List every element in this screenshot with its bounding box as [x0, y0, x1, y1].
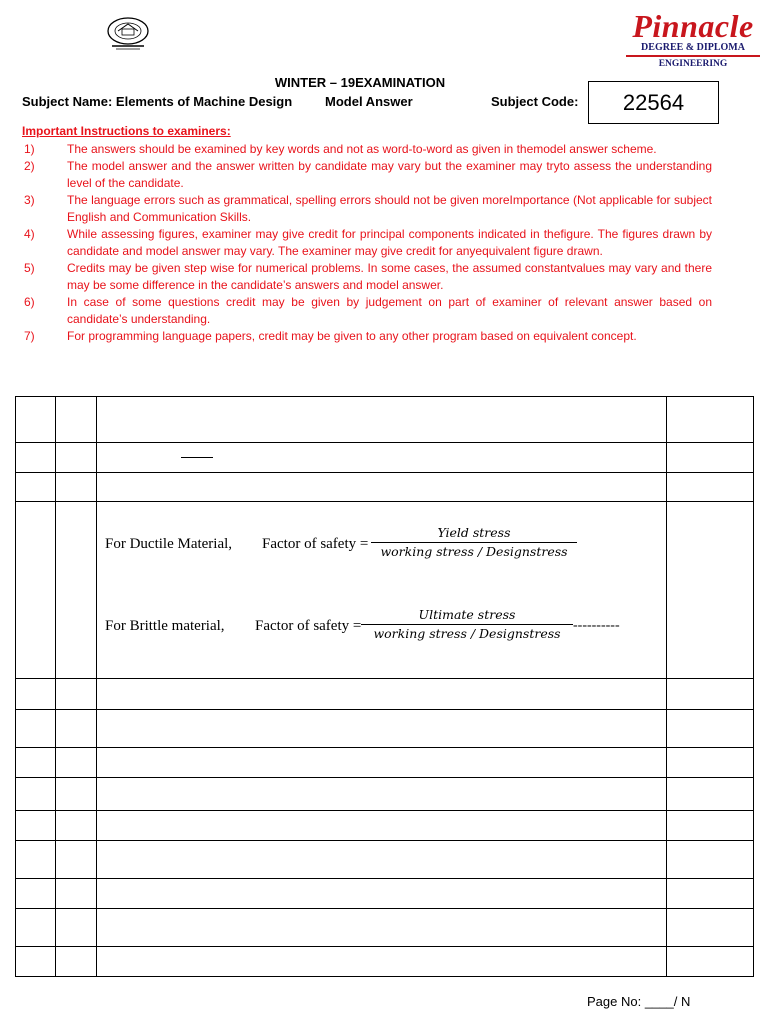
table-row	[16, 778, 754, 811]
table-row	[16, 443, 754, 473]
table-cell	[667, 909, 754, 947]
model-answer-label: Model Answer	[325, 94, 413, 109]
instruction-item	[22, 141, 712, 158]
brittle-fraction	[361, 606, 573, 643]
ductile-fos-label: Factor of safety =	[262, 536, 369, 552]
instruction-text: While assessing figures, examiner may give credit for principal components indicated in thefigure. The figures drawn by candidate and model answer may vary. The examiner may give credit for anyequivalent figure drawn.	[67, 227, 712, 258]
brittle-numerator: Ultimate stress	[418, 607, 516, 622]
table-cell	[97, 778, 667, 811]
instruction-text: In case of some questions credit may be given by judgement on part of examiner of relevant answer based on candidate’s understanding.	[67, 295, 712, 326]
table-row	[16, 397, 754, 443]
table-cell	[97, 909, 667, 947]
table-cell	[16, 811, 56, 841]
instruction-item	[22, 226, 712, 260]
instruction-item	[22, 192, 712, 226]
table-cell	[667, 473, 754, 502]
factor-of-safety-formulas	[97, 502, 666, 678]
table-cell	[667, 841, 754, 879]
table-cell	[56, 841, 97, 879]
table-row	[16, 502, 754, 679]
table-cell	[56, 879, 97, 909]
instruction-text: The model answer and the answer written by candidate may vary but the examiner may tryto assess the understanding level of the candidate.	[67, 159, 712, 190]
instruction-item	[22, 158, 712, 192]
table-cell	[56, 947, 97, 977]
brand-name: Pinnacle	[632, 8, 754, 44]
table-cell	[56, 397, 97, 443]
formula-cell	[97, 502, 667, 679]
instruction-number: 5)	[24, 261, 35, 275]
table-row	[16, 679, 754, 710]
table-cell	[667, 397, 754, 443]
ductile-label: For Ductile Material,	[105, 536, 233, 552]
answer-table	[15, 396, 753, 976]
table-cell	[56, 502, 97, 679]
instruction-item	[22, 260, 712, 294]
table-cell	[56, 748, 97, 778]
table-cell	[667, 947, 754, 977]
table-cell	[16, 879, 56, 909]
instructions-list	[22, 141, 712, 345]
table-row	[16, 473, 754, 502]
table-cell	[667, 679, 754, 710]
table-cell	[16, 397, 56, 443]
exam-title: WINTER – 19EXAMINATION	[274, 75, 446, 90]
table-cell	[56, 443, 97, 473]
table-cell	[97, 397, 667, 443]
instruction-number: 7)	[24, 329, 35, 343]
table-cell	[667, 811, 754, 841]
brittle-fos-label: Factor of safety =	[255, 618, 362, 634]
ductile-fraction	[371, 524, 577, 561]
instruction-text: Credits may be given step wise for numerical problems. In some cases, the assumed constantvalues may vary and there may be some difference in the candidate’s answers and model answer.	[67, 261, 712, 292]
table-cell	[97, 841, 667, 879]
blank-underline	[181, 457, 213, 458]
instruction-number: 3)	[24, 193, 35, 207]
ductile-numerator: Yield stress	[437, 525, 511, 540]
table-cell	[16, 778, 56, 811]
instruction-item	[22, 294, 712, 328]
brand-subtitle: DEGREE & DIPLOMA	[641, 42, 745, 53]
table-cell	[97, 710, 667, 748]
table-row	[16, 710, 754, 748]
brittle-trailing-dashes: ----------	[573, 618, 620, 633]
table-cell	[16, 679, 56, 710]
board-seal-logo	[104, 16, 152, 50]
ductile-denominator: working stress / Designstress	[380, 544, 568, 559]
table-cell	[97, 679, 667, 710]
page-number: Page No: ____/ N	[587, 994, 691, 1009]
instruction-number: 4)	[24, 227, 35, 241]
table-cell	[16, 502, 56, 679]
brand-divider	[626, 55, 760, 57]
instruction-text: The language errors such as grammatical, spelling errors should not be given moreImportance (Not applicable for subject English and Communication Skills.	[67, 193, 712, 224]
table-row	[16, 811, 754, 841]
table-cell	[97, 443, 667, 473]
table-cell	[97, 947, 667, 977]
brittle-label: For Brittle material,	[105, 618, 225, 634]
instruction-number: 2)	[24, 159, 35, 173]
table-cell	[667, 879, 754, 909]
brand-tagline: ENGINEERING	[658, 59, 728, 69]
table-cell	[16, 947, 56, 977]
table-cell	[667, 748, 754, 778]
table-row	[16, 947, 754, 977]
table-cell	[56, 811, 97, 841]
table-cell	[97, 811, 667, 841]
instruction-text: For programming language papers, credit may be given to any other program based on equivalent concept.	[67, 329, 637, 343]
instructions-heading: Important Instructions to examiners:	[22, 124, 231, 138]
brittle-denominator: working stress / Designstress	[373, 626, 561, 641]
table-cell	[97, 473, 667, 502]
table-cell	[56, 679, 97, 710]
instruction-text: The answers should be examined by key words and not as word-to-word as given in themodel answer scheme.	[67, 142, 657, 156]
pinnacle-brand-logo	[620, 10, 766, 68]
table-cell	[667, 710, 754, 748]
table-cell	[667, 502, 754, 679]
instruction-number: 6)	[24, 295, 35, 309]
subject-name: Subject Name: Elements of Machine Design	[22, 94, 293, 109]
table-cell	[56, 710, 97, 748]
table-cell	[16, 909, 56, 947]
table-row	[16, 879, 754, 909]
table-cell	[97, 879, 667, 909]
table-cell	[16, 748, 56, 778]
table-row	[16, 909, 754, 947]
table-cell	[667, 443, 754, 473]
subject-code-box: 22564	[588, 81, 719, 124]
table-cell	[97, 748, 667, 778]
table-cell	[56, 909, 97, 947]
instruction-number: 1)	[24, 142, 35, 156]
table-cell	[16, 710, 56, 748]
table-row	[16, 841, 754, 879]
table-cell	[667, 778, 754, 811]
table-cell	[16, 841, 56, 879]
subject-code-label: Subject Code:	[491, 94, 579, 109]
table-cell	[16, 443, 56, 473]
table-row	[16, 748, 754, 778]
table-cell	[56, 473, 97, 502]
table-cell	[16, 473, 56, 502]
table-cell	[56, 778, 97, 811]
instruction-item	[22, 328, 712, 345]
